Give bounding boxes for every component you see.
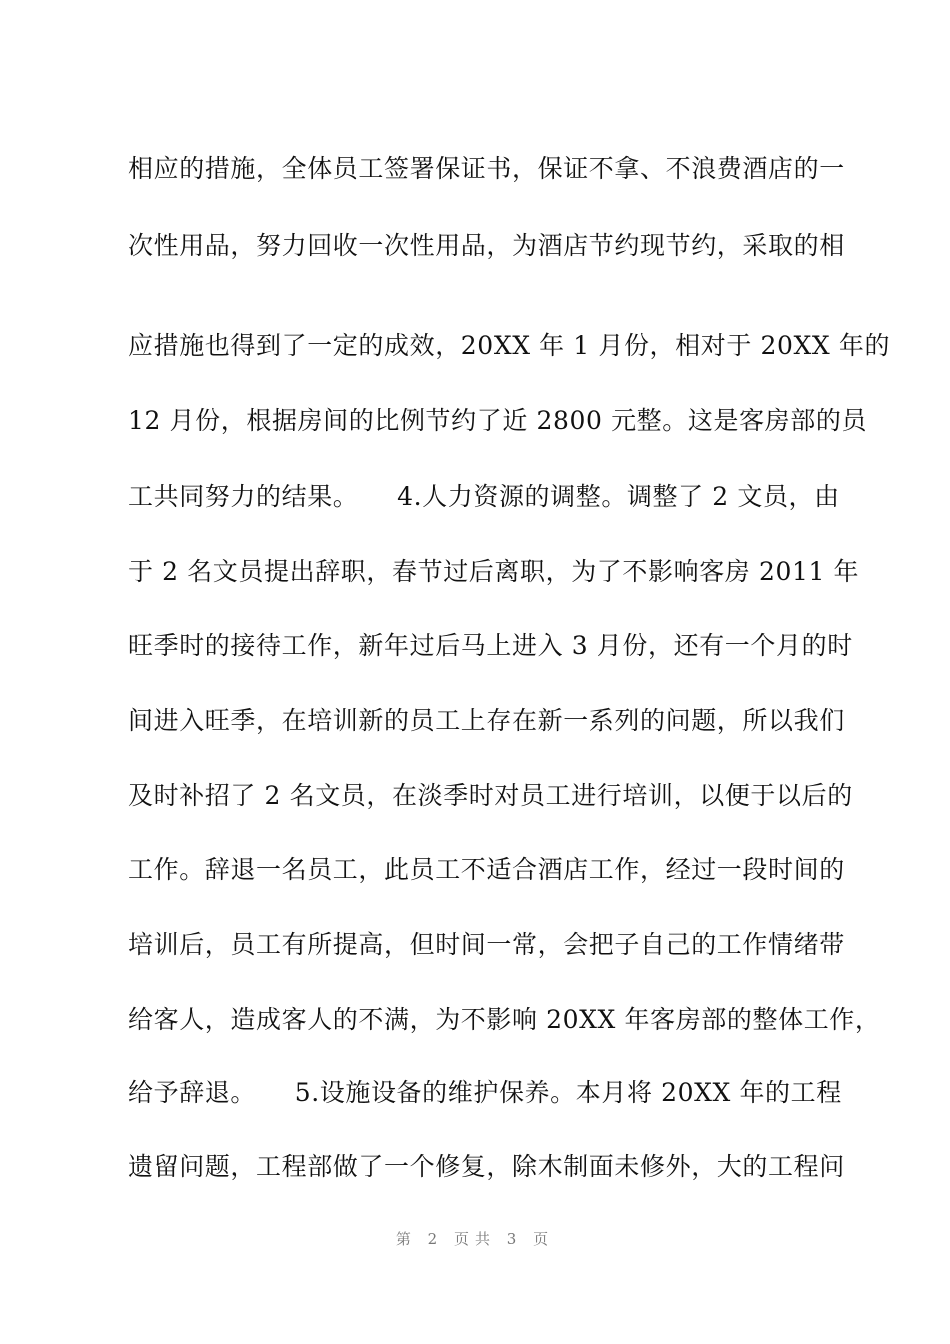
- body-text-line: 及时补招了 2 名文员，在淡季时对员工进行培训，以便于以后的: [128, 781, 853, 810]
- body-text-line: 于 2 名文员提出辞职，春节过后离职，为了不影响客房 2011 年: [128, 557, 860, 586]
- body-text-line: 12 月份，根据房间的比例节约了近 2800 元整。这是客房部的员: [128, 406, 868, 435]
- body-text-line: 应措施也得到了一定的成效，20XX 年 1 月份，相对于 20XX 年的: [128, 331, 891, 360]
- page-number-footer: 第 2 页共 3 页: [395, 1230, 555, 1248]
- body-text-line: 相应的措施，全体员工签署保证书，保证不拿、不浪费酒店的一: [128, 154, 845, 183]
- body-text-line: 间进入旺季，在培训新的员工上存在新一系列的问题，所以我们: [128, 706, 845, 735]
- body-text-line: 次性用品，努力回收一次性用品，为酒店节约现节约，采取的相: [128, 231, 845, 260]
- body-text-line: 给客人，造成客人的不满，为不影响 20XX 年客房部的整体工作，: [128, 1005, 881, 1034]
- body-text-line: 给予辞退。 5.设施设备的维护保养。本月将 20XX 年的工程: [128, 1078, 842, 1107]
- body-text-line: 旺季时的接待工作，新年过后马上进入 3 月份，还有一个月的时: [128, 631, 853, 660]
- body-text-line: 培训后，员工有所提高，但时间一常，会把子自己的工作情绪带: [128, 930, 845, 959]
- body-text-line: 工共同努力的结果。 4.人力资源的调整。调整了 2 文员，由: [128, 482, 840, 511]
- body-text-line: 遗留问题，工程部做了一个修复，除木制面未修外，大的工程问: [128, 1152, 845, 1181]
- body-text-line: 工作。辞退一名员工，此员工不适合酒店工作，经过一段时间的: [128, 855, 845, 884]
